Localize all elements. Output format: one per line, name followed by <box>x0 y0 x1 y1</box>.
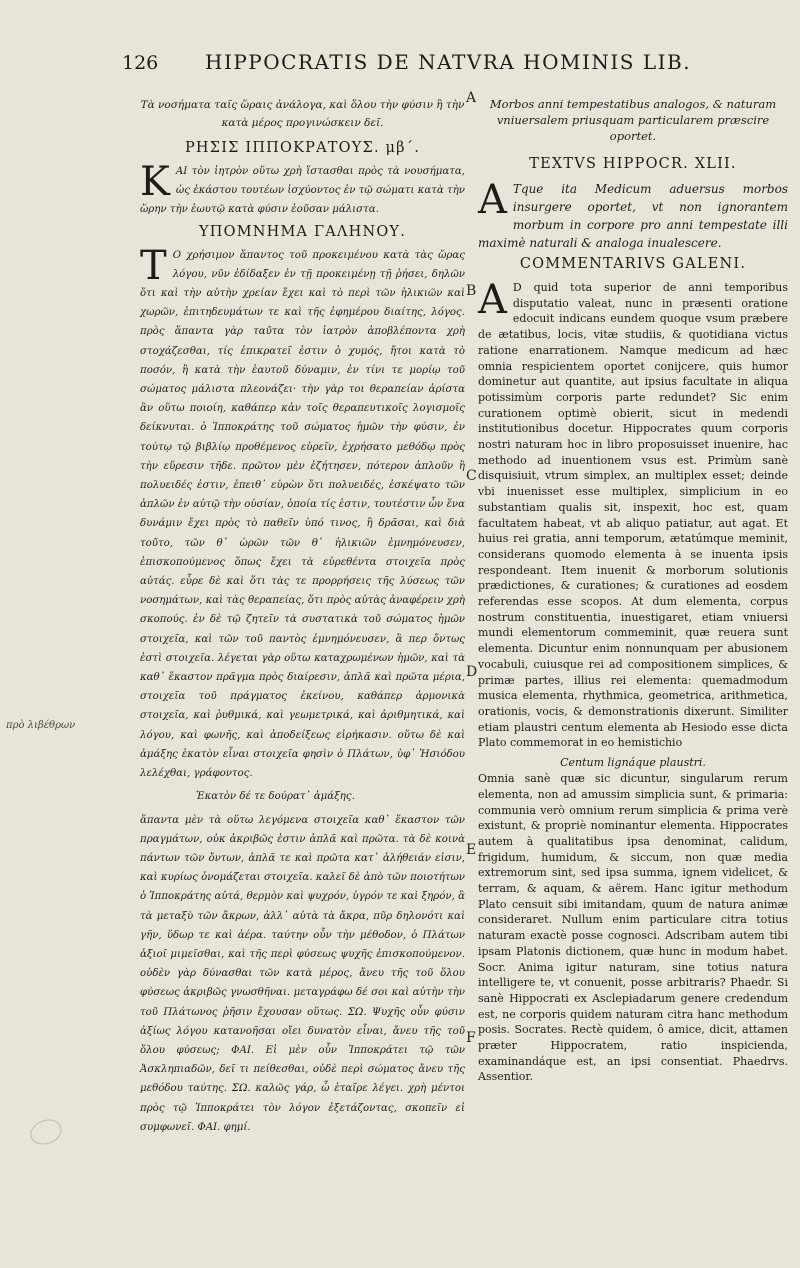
handwritten-margin-note: πρὸ λιβέθρων <box>6 720 76 731</box>
running-head: HIPPOCRATIS DE NATVRA HOMINIS LIB. <box>205 50 692 74</box>
greek-hypomnema-title: ΥΠΟΜΝΗΜΑ ΓΑΛΗΝΟΥ. <box>198 223 407 240</box>
section-marker-b: B <box>466 283 477 299</box>
latin-commentary-title: COMMENTARIVS GALENI. <box>519 256 747 272</box>
greek-intro: Τὰ νοσήματα ταῖς ὥραις ἀνάλογα, καὶ ὅλου τὴν φύσιν ἢ τὴν κατὰ μέρος προγινώσκειν δεῖ. <box>140 99 465 129</box>
greek-hypomnema-dropcap: Τ <box>140 242 167 289</box>
page-number: 126 <box>122 52 159 74</box>
greek-rhesis-dropcap: Κ <box>140 159 170 205</box>
section-marker-c: C <box>466 468 477 484</box>
section-marker-e: E <box>466 842 477 858</box>
latin-intro: Morbos anni tempestatibus analogos, & naturam vniuersalem priusquam particularem præscire oportet. <box>489 97 777 143</box>
latin-textus-dropcap: A <box>478 177 507 223</box>
ink-stain <box>27 1115 65 1148</box>
latin-continuation: Omnia sanè quæ sic dicuntur, singularum rerum elementa, non ad amussim simplicia sunt, & primaria: communia verò omnium rerum simplicia & prima verè existunt, & propriè nominantur elementa. Hippocrates autem à qualitatibus ipsa denominat, calidum, frigidum, humidum, & siccum, non quæ media extremorum sint, sed ipsa summa, ignem videlicet, & terram, & aquam, & aërem. Hanc igitur methodum Plato censuit sibi imitandam, quum de natura animæ consideraret. Nullum enim particulare citra totius naturam exactè posse cognosci. Adscribam autem tibi ipsam Platonis dictionem, quæ hunc in modum habet. Socr. Anima igitur naturam, sine totius natura intelligere te, vt conuenit, posse arbitraris? Phaedr. Si sanè Hippocrati ex Asclepiadarum genere credendum est, ne corporis quidem naturam citra hanc methodum posis. Socrates. Rectè quidem, ô amice, dicit, attamen præter Hippocratem, ratio inspicienda, examinandáque est, an ipsi consentiat. Phaedrvs. Assentior. <box>478 772 788 1084</box>
greek-rhesis-text: ΚΑΙ τὸν ἰητρὸν οὕτω χρὴ ἵστασθαι πρὸς τὰ νουσήματα, ὡς ἑκάστου τουτέων ἰσχύοντος ἐν τῷ σώματι κατὰ τὴν ὥρην τὴν ἑωυτῷ κατὰ φύσιν ἐοῦσαν μάλιστα. <box>140 159 465 216</box>
greek-rhesis-title: ΡΗΣΙΣ ΙΠΠΟΚΡΑΤΟΥΣ. μβ΄. <box>184 140 421 156</box>
latin-quote: Centum lignáque plaustri. <box>560 756 706 770</box>
latin-column <box>478 96 788 1089</box>
section-marker-d: D <box>466 664 478 680</box>
greek-column <box>140 96 465 1141</box>
section-marker-f: F <box>466 1030 476 1046</box>
greek-verse: Ἑκατὸν δέ τε δούρατ᾽ ἀμάξης. <box>196 791 355 803</box>
section-marker-a: A <box>466 90 477 106</box>
latin-commentary-dropcap: A <box>478 277 507 323</box>
greek-continuation: ἅπαντα μὲν τὰ οὕτω λεγόμενα στοιχεῖα καθ᾽ ἕκαστον τῶν πραγμάτων, οὐκ ἀκριβῶς ἐστιν ἁπλᾶ καὶ πρῶτα. τὰ δὲ κοινὰ πάντων τῶν ὄντων, ἁπλᾶ τε καὶ πρῶτα κατ᾽ ἀλήθειάν εἰσιν, καὶ κυρίως ὀνομάζεται στοιχεῖα. καλεῖ δὲ ἀπὸ τῶν ποιοτήτων ὁ Ἱπποκράτης αὐτά, θερμὸν καὶ ψυχρόν, ὑγρόν τε καὶ ξηρόν, ἃ τὰ μεταξὺ τῶν ἄκρων, ἀλλ᾽ αὐτὰ τὰ ἄκρα, πῦρ δηλονότι καὶ γῆν, ὕδωρ τε καὶ ἀέρα. ταύτην οὖν τὴν μέθοδον, ὁ Πλάτων ἀξιοῖ μιμεῖσθαι, καὶ τῆς περὶ φύσεως ψυχῆς ἐπισκοπούμενον. οὐδὲν γὰρ δύνασθαι τῶν κατὰ μέρος, ἄνευ τῆς τοῦ ὅλου φύσεως ἀκριβῶς γνωσθῆναι. μεταγράφω δέ σοι καὶ αὐτὴν τὴν τοῦ Πλάτωνος ῥῆσιν ἔχουσαν οὕτως. ΣΩ. Ψυχῆς οὖν φύσιν ἀξίως λόγου κατανοῆσαι οἴει δυνατὸν εἶναι, ἄνευ τῆς τοῦ ὅλου φύσεως; ΦΑΙ. Εἰ μὲν οὖν Ἱπποκράτει τῷ τῶν Ἀσκληπιαδῶν, δεῖ τι πείθεσθαι, οὐδὲ περὶ σώματος ἄνευ τῆς μεθόδου ταύτης. ΣΩ. καλῶς γάρ, ὦ ἑταῖρε λέγει. χρὴ μέντοι πρὸς τῷ Ἱπποκράτει τὸν λόγον ἐξετάζοντας, σκοπεῖν εἰ συμφωνεῖ. ΦΑΙ. φημί. <box>140 814 465 1133</box>
greek-hypomnema-text: Τ Ο χρήσιμον ἅπαντος τοῦ προκειμένου κατὰ τὰς ὥρας λόγου, νῦν ἐδίδαξεν ἐν τῇ προκειμένῃ τῇ ῥήσει, δηλῶν ὅτι καὶ τὴν αὐτὴν χρείαν ἔχει καὶ τὸ περὶ τῶν ἡλικιῶν καὶ χωρῶν, ἐπιτηδευμάτων τε καὶ τῆς ἐφημέρου διαίτης, λόγος. πρὸς ἅπαντα γὰρ ταῦτα τὸν ἰατρὸν ἀποβλέποντα χρὴ στοχάζεσθαι, τίς ἐπικρατεῖ ἐστιν ὁ χυμός, ἤτοι κατὰ τὸ ποσόν, ἢ κατὰ τὴν ἑαυτοῦ δύναμιν, ἐν τίνι τε μορίῳ τοῦ σώματος μάλιστα πλεονάζει· τὴν γὰρ τοι θεραπείαν ἀρίστα ἂν οὕτω ποιοίη, καθάπερ κἀν τοῖς θεραπευτικοῖς λογισμοῖς δείκνυται. ὁ Ἱπποκράτης τοῦ σώματος ἡμῶν τὴν φύσιν, ἐν τούτῳ τῷ βιβλίῳ προθέμενος εὑρεῖν, ἐχρήσατο μεθόδῳ πρὸς τὴν εὕρεσιν τῆδε. πρῶτον μὲν ἐζήτησεν, πότερον ἁπλοῦν ἢ πολυειδές ἐστιν, ἐπειθ᾽ εὑρὼν ὅτι πολυειδές, ἐσκέψατο τῶν ἁπλῶν ἐν αὐτῷ τὴν οὐσίαν, ὁποία τίς ἐστιν, τουτέστιν ὧν ἕνα δυνάμιν ἔχει πρὸς τὸ παθεῖν ὑπό τινος, ἢ δρᾶσαι, καὶ διὰ τοῦτο, τῶν θ᾽ ὡρῶν τῶν θ᾽ ἡλικιῶν ἐμνημόνευσεν, ἐπισκοπούμενος ὅπως ἔχει τὰ εὑρεθέντα στοιχεῖα πρὸς αὐτάς. εὗρε δὲ καὶ ὅτι τὰς τε προρρήσεις τῆς λύσεως τῶν νοσημάτων, καὶ τὰς θεραπείας, ὅτι πρὸς αὐτὰς ἀναφέρειν χρὴ σκοπούς. ἐν δὲ τῷ ζητεῖν τὰ συστατικὰ τοῦ σώματος ἡμῶν στοιχεῖα, καὶ τῶν τοῦ παντὸς ἐμνημόνευσεν, ἃ περ ὄντως ἐστὶ στοιχεῖα. λέγεται γὰρ οὕτω καταχρωμένων ἡμῶν, καὶ τὰ καθ᾽ ἕκαστον πρᾶγμα πρὸς διαίρεσιν, ἁπλᾶ καὶ πρῶτα μέρια, στοιχεῖα τοῦ πράγματος ἐκείνου, καθάπερ ἁρμονικὰ στοιχεῖα, καὶ ῥυθμικά, καὶ γεωμετρικά, καὶ ἀριθμητικά, καὶ λόγου, καὶ φωνῆς, καὶ ἀποδείξεως εἰρήκασιν. οὕτω δὲ καὶ ἁμάξης ἑκατὸν εἶναι στοιχεῖα φησὶν ὁ Πλάτων, ὑφ᾽ Ἡσιόδου λελέχθαι, γράφοντος. <box>140 242 465 780</box>
latin-commentary-text: A D quid tota superior de anni temporibus disputatio valeat, nunc in præsenti oratione edocuit indicans eundem quoque vsum præbere de ætatibus, locis, vitæ studiis, & quotidiana victus ratione enarrationem. Namque medicum ad hæc omnia respicientem oportet conijcere, quis humor dominetur aut quantite, aut ipsius facultate in aliqua potissimùm corporis parte redundet? Sic enim curationem optimè obierit, sicut in medendi institutionibus docetur. Hippocrates quum corporis nostri naturam hoc in libro proposuisset inuenire, hac methodo ad inuentionem vsus est. Primùm sanè disquisiuit, vtrum simplex, an multiplex esset; deinde vbi inuenisset esse multiplex, simplicium in eo substantiam qualis sit, inspexit, hoc est, quam facultatem habeat, vt ab aliquo patiatur, aut agat. Et huius rei gratia, anni temporum, ætatúmque meminit, considerans quomodo elementa à se inuenta ipsis respondeant. Item inuenit & morborum solutionis prædictiones, & curationes; & curationes ad eosdem referendas esse scopos. At dum elementa, corpus nostrum constituentia, inuestigaret, etiam vniuersi mundi elementorum commeminit, quæ reuera sunt elementa. Dicuntur enim nonnunquam per abusionem vocabuli, cuiusque rei ad compositionem simplices, & primæ partes, illius rei elementa: quemadmodum musica elementa, rhythmica, geometrica, arithmetica, orationis, vocis, & demonstrationis dixerunt. Similiter etiam plaustri centum elementa ab Hesiodo esse dicta Plato commemorat in eo hemistichio <box>478 277 788 750</box>
latin-textus-title: TEXTVS HIPPOCR. XLII. <box>529 156 737 172</box>
latin-textus-text: A Tque ita Medicum aduersus morbos insurgere oportet, vt non ignorantem morbum in corpore pro anni tempestate illi maximè naturali & analoga inualescere. <box>478 177 788 250</box>
